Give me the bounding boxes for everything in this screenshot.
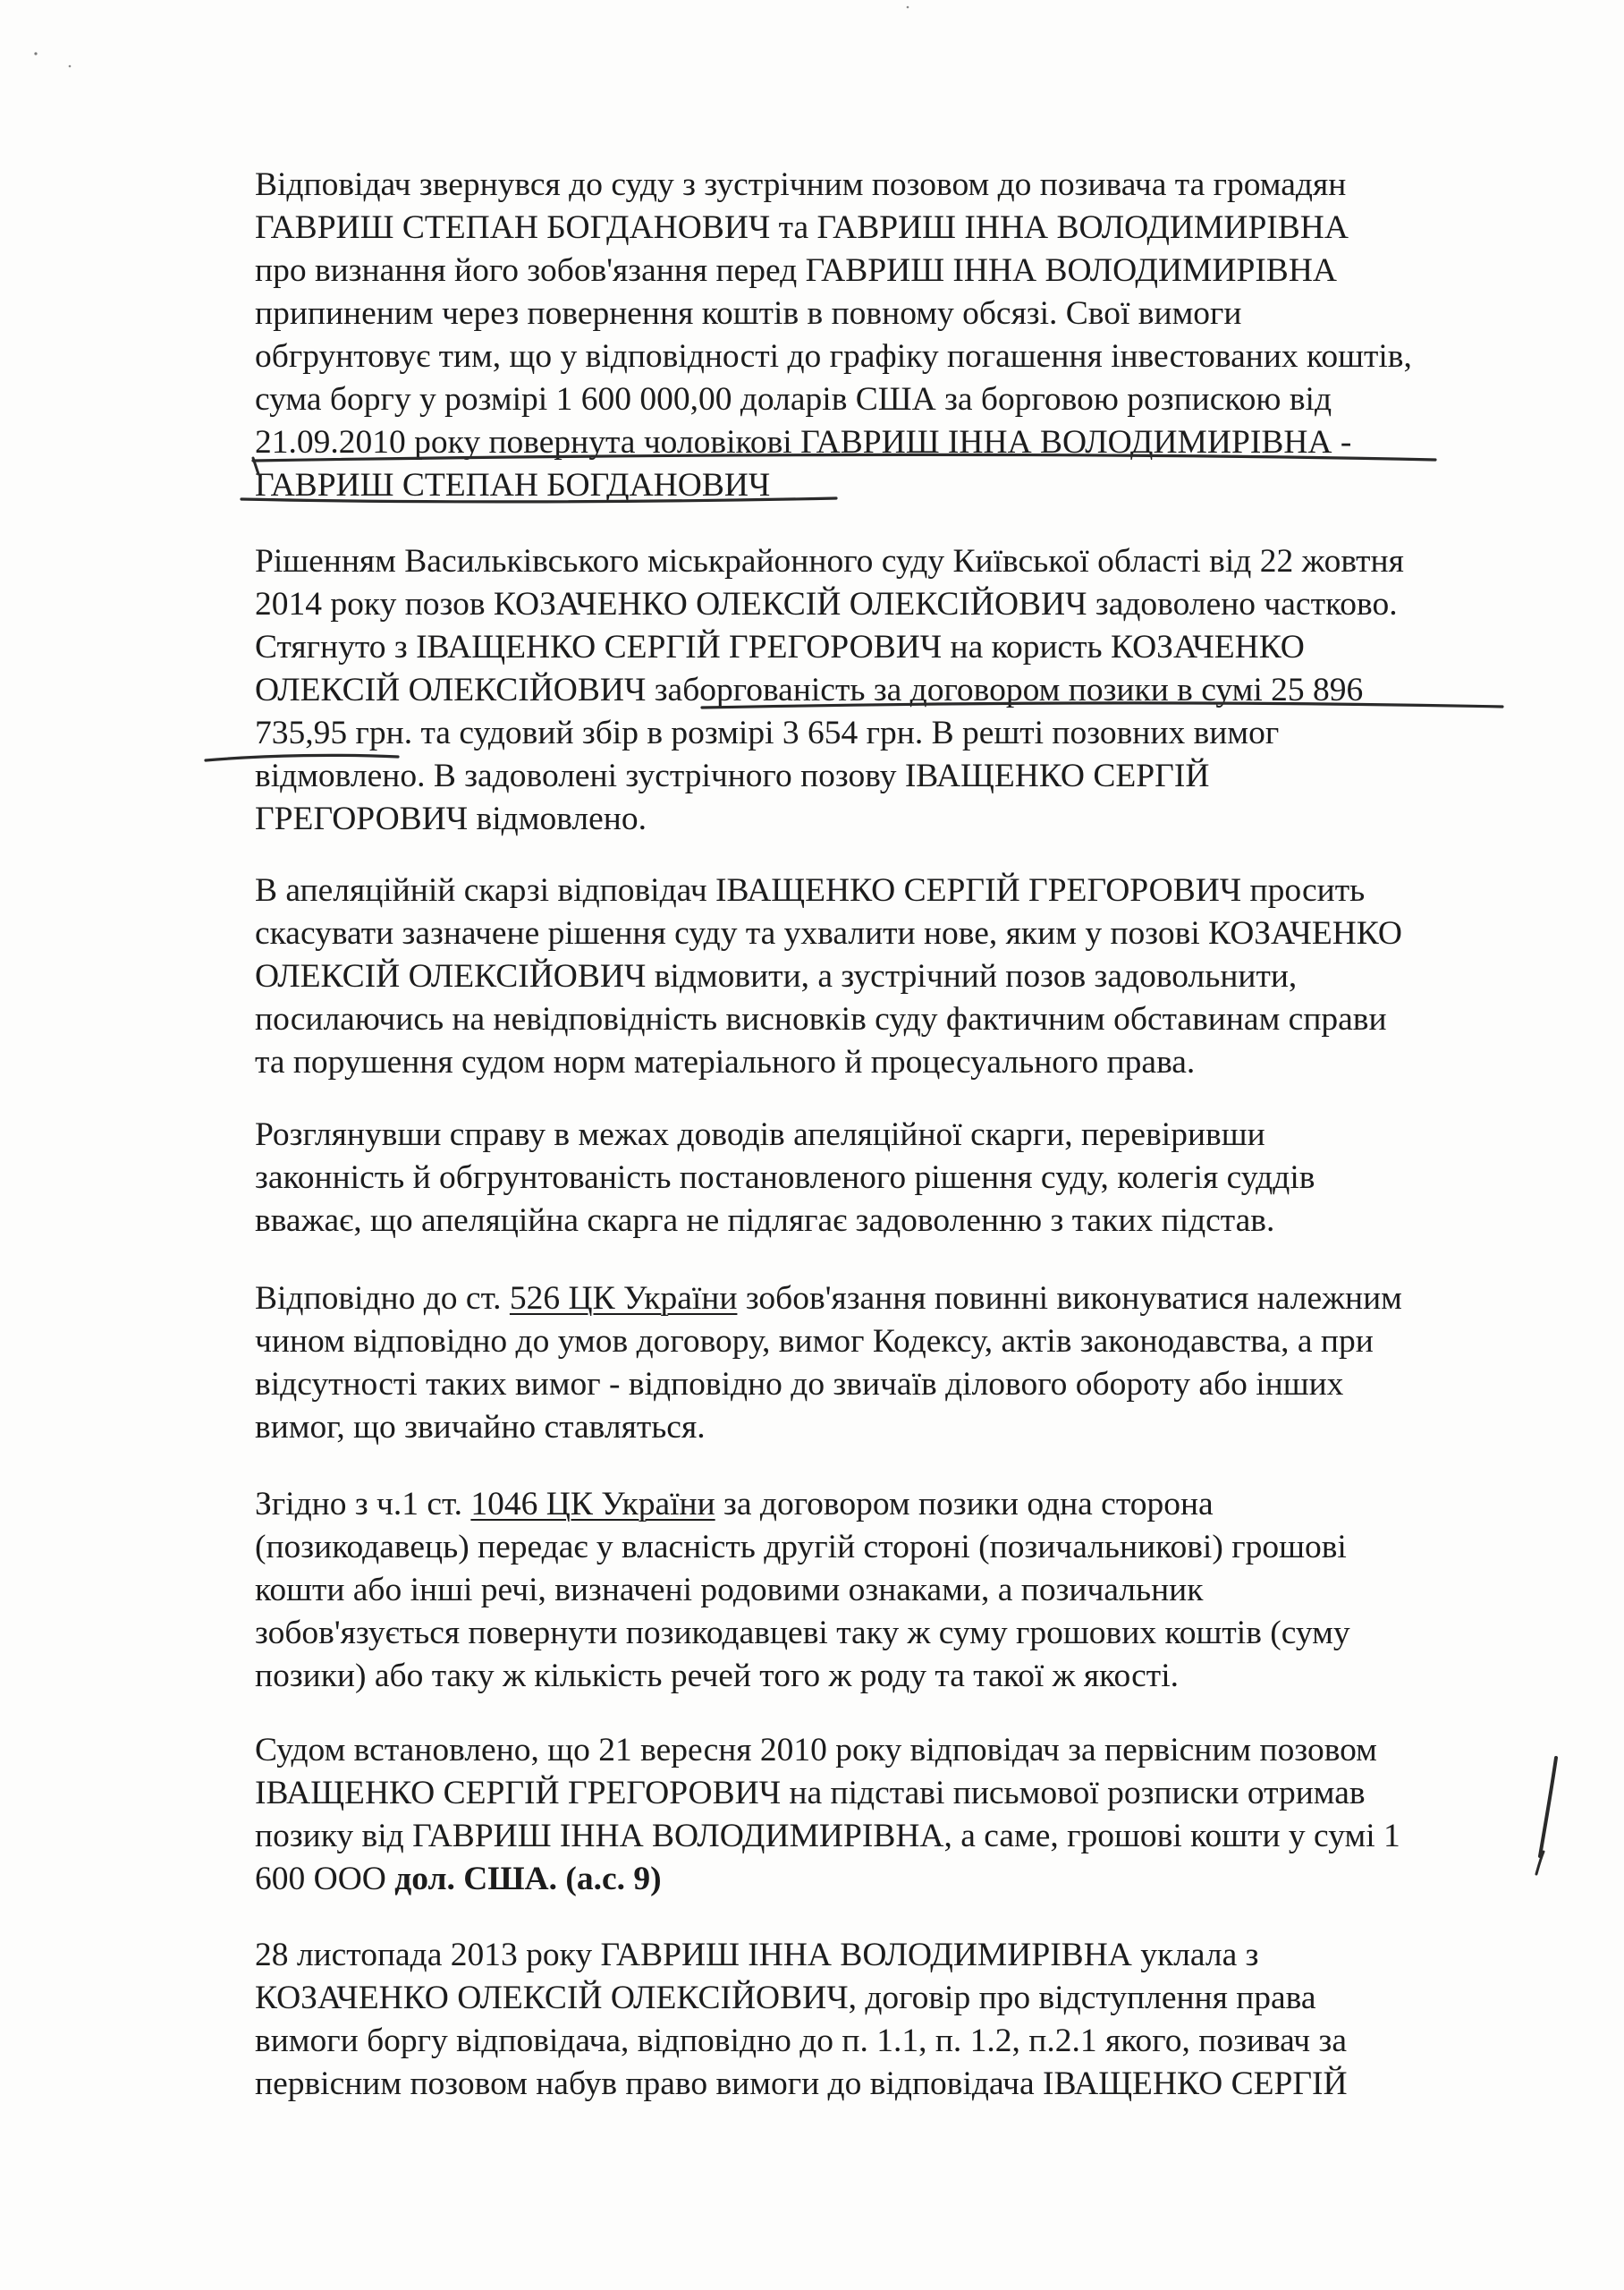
text-line: первісним позовом набув право вимоги до відповідача ІВАЩЕНКО СЕРГІЙ xyxy=(255,2065,1348,2102)
text-line: вимоги боргу відповідача, відповідно до п. 1.1, п. 1.2, п.2.1 якого, позивач за xyxy=(255,2023,1348,2059)
text-line: припиненим через повернення коштів в повному обсязі. Свої вимоги xyxy=(255,295,1242,332)
text-line: зобов'язується повернути позикодавцеві таку ж суму грошових коштів (суму xyxy=(255,1615,1350,1651)
text-line: про визнання його зобов'язання перед ГАВРИШ ІННА ВОЛОДИМИРІВНА xyxy=(255,252,1337,289)
text-line xyxy=(255,1858,1489,1901)
text-line: Відповідач звернувся до суду з зустрічним позовом до позивача та громадян xyxy=(255,166,1347,203)
text-line: Рішенням Васильківського міськрайонного суду Київської області від 22 жовтня xyxy=(255,543,1404,580)
text-segment: зобов'язання повинні виконуватися належним xyxy=(737,1280,1402,1317)
text-line: 28 листопада 2013 року ГАВРИШ ІННА ВОЛОДИМИРІВНА уклала з xyxy=(255,1937,1259,1973)
text-segment: ОЛЕКСІЙ ОЛЕКСІЙОВИЧ xyxy=(255,672,647,708)
law-link-526[interactable]: 526 ЦК України xyxy=(509,1280,738,1317)
pen-margin-mark xyxy=(1540,1758,1556,1856)
text-line: вважає, що апеляційна скарга не підлягає задоволенню з таких підстав. xyxy=(255,1202,1275,1239)
paragraph-appeal xyxy=(255,869,1489,1084)
text-segment: та судовий збір в розмірі 3 654 грн. В решті позовних вимог xyxy=(412,715,1280,751)
text-line: та порушення судом норм матеріального й процесуального права. xyxy=(255,1044,1196,1081)
text-line: відсутності таких вимог - відповідно до звичаїв ділового обороту або інших xyxy=(255,1366,1344,1403)
text-line: 2014 року позов КОЗАЧЕНКО ОЛЕКСІЙ ОЛЕКСІЙОВИЧ задоволено частково. xyxy=(255,586,1398,623)
text-line: ОЛЕКСІЙ ОЛЕКСІЙОВИЧ відмовити, а зустрічний позов задовольнити, xyxy=(255,958,1298,995)
text-line: ГРЕГОРОВИЧ відмовлено. xyxy=(255,801,647,837)
text-line: позики) або таку ж кількість речей того ж роду та такої ж якості. xyxy=(255,1658,1179,1694)
text-line: Стягнуто з ІВАЩЕНКО СЕРГІЙ ГРЕГОРОВИЧ на користь КОЗАЧЕНКО xyxy=(255,629,1305,666)
text-segment: за договором позики одна сторона xyxy=(715,1486,1214,1522)
scan-speck xyxy=(69,65,72,68)
paragraph-article-526 xyxy=(255,1277,1489,1449)
text-segment: Відповідно до ст. xyxy=(255,1280,510,1317)
text-line: законність й обгрунтованість постановленого рішення суду, колегія суддів xyxy=(255,1159,1315,1196)
paragraph-district-court-decision xyxy=(255,540,1489,841)
text-line: 21.09.2010 року повернута чоловікові ГАВРИШ ІННА ВОЛОДИМИРІВНА - xyxy=(255,424,1352,461)
text-line: посилаючись на невідповідність висновків суду фактичним обставинам справи xyxy=(255,1001,1387,1038)
text-segment: заборгованість за договором позики в сумі 25 896 xyxy=(646,672,1364,708)
text-line: В апеляційній скарзі відповідач ІВАЩЕНКО СЕРГІЙ ГРЕГОРОВИЧ просить xyxy=(255,872,1366,909)
text-segment: Згідно з ч.1 ст. xyxy=(255,1486,471,1522)
text-segment-bold: дол. США. (а.с. 9) xyxy=(394,1861,662,1897)
text-line: обгрунтовує тим, що у відповідності до графіку погашення інвестованих коштів, xyxy=(255,338,1412,375)
text-line: відмовлено. В задоволені зустрічного позову ІВАЩЕНКО СЕРГІЙ xyxy=(255,758,1210,794)
text-line: скасувати зазначене рішення суду та ухвалити нове, яким у позові КОЗАЧЕНКО xyxy=(255,915,1402,952)
text-line: Судом встановлено, що 21 вересня 2010 року відповідач за первісним позовом xyxy=(255,1732,1377,1768)
text-line: кошти або інші речі, визначені родовими ознаками, а позичальник xyxy=(255,1572,1204,1608)
paragraph-article-1046 xyxy=(255,1483,1489,1698)
pen-margin-mark xyxy=(1536,1852,1544,1874)
text-line: КОЗАЧЕНКО ОЛЕКСІЙ ОЛЕКСІЙОВИЧ, договір про відступлення права xyxy=(255,1980,1316,2016)
paragraph-court-established xyxy=(255,1729,1489,1901)
text-line: позику від ГАВРИШ ІННА ВОЛОДИМИРІВНА, а саме, грошові кошти у сумі 1 xyxy=(255,1818,1400,1854)
text-segment: 600 ООО xyxy=(255,1861,395,1897)
text-line: ГАВРИШ СТЕПАН БОГДАНОВИЧ та ГАВРИШ ІННА ВОЛОДИМИРІВНА xyxy=(255,209,1349,246)
text-line: ГАВРИШ СТЕПАН БОГДАНОВИЧ xyxy=(255,467,771,504)
text-line: вимог, що звичайно ставляться. xyxy=(255,1409,706,1446)
scan-speck xyxy=(34,52,37,55)
text-line: чином відповідно до умов договору, вимог Кодексу, актів законодавства, а при xyxy=(255,1323,1374,1360)
text-line: (позикодавець) передає у власність другій стороні (позичальникові) грошові xyxy=(255,1529,1347,1565)
text-line: ІВАЩЕНКО СЕРГІЙ ГРЕГОРОВИЧ на підставі письмової розписки отримав xyxy=(255,1775,1366,1811)
text-line xyxy=(255,669,1489,712)
law-link-1046[interactable]: 1046 ЦК України xyxy=(470,1486,715,1522)
text-line xyxy=(255,712,1489,755)
text-segment: 735,95 грн. xyxy=(255,715,413,751)
text-line: Розглянувши справу в межах доводів апеляційної скарги, перевіривши xyxy=(255,1116,1265,1153)
paragraph-assignment-agreement xyxy=(255,1934,1489,2106)
text-line: сума боргу у розмірі 1 600 000,00 доларів США за борговою розпискою від xyxy=(255,381,1332,418)
paragraph-counterclaim xyxy=(255,164,1489,507)
scan-speck xyxy=(907,6,909,9)
paragraph-consideration xyxy=(255,1114,1489,1243)
text-line xyxy=(255,1277,1489,1320)
text-line xyxy=(255,1483,1489,1526)
